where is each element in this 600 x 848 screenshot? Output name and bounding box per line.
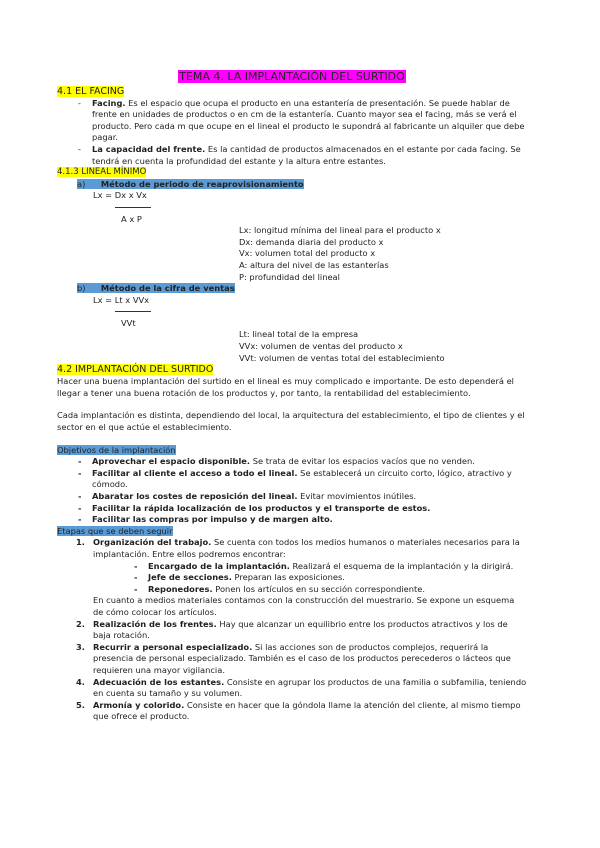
document-title: TEMA 4. LA IMPLANTACIÓN DEL SURTIDO bbox=[179, 70, 405, 83]
objetivo-item: - Facilitar al cliente el acceso a todo el lineal. Se establecerá un circuito corto, lógico, atractivo y cómodo. bbox=[92, 468, 527, 491]
etapa-item: 5. Armonía y colorido. Consiste en hacer que la góndola llame la atención del cliente, al mismo tiempo que ofrece el producto. bbox=[76, 699, 521, 722]
fraction-bar bbox=[115, 311, 151, 312]
etapa-sublist bbox=[93, 561, 527, 596]
etapa-subitem: - Encargado de la implantación. Realizará el esquema de la implantación y la dirigirá. bbox=[148, 561, 527, 573]
method-b-denominator: VVt bbox=[121, 317, 136, 328]
etapa-item: 1. Organización del trabajo. Se cuenta con todos los medios humanos o materiales necesarios para la implantación. Entre ellos podremos encontrar: - Encargado de la implantación. Realizará el esquema de la implantación y la dirigirá. - Jefe de secciones. Preparan las exposiciones. - Reponedores. Ponen los artículos en su sección correspondiente. En cuanto a medios materiales contamos con la construcción del muestrario. Se expone un esquema de cómo colocar los artículos. bbox=[93, 537, 527, 618]
facing-item: - Facing. Es el espacio que ocupa el producto en una estantería de presentación. Se puede hablar de frente en unidades de productos o en cm de la estantería. Cuanto mayor sea el facing, más se verá el producto. Pero cada m que ocupe en el lineal el producto le supondrá al fabricante un alquiler que debe pagar. bbox=[92, 98, 527, 144]
objetivo-item: - Abaratar los costes de reposición del lineal. Evitar movimientos inútiles. bbox=[92, 491, 527, 503]
section-lineal-heading: 4.1.3 LINEAL MÍNIMO bbox=[57, 167, 147, 178]
objetivo-item: - Aprovechar el espacio disponible. Se trata de evitar los espacios vacíos que no venden. bbox=[92, 456, 527, 468]
etapa-subitem: - Reponedores. Ponen los artículos en su sección correspondiente. bbox=[148, 584, 527, 596]
section-implantacion-heading: 4.2 IMPLANTACIÓN DEL SURTIDO bbox=[57, 364, 214, 376]
section-facing-heading: 4.1 EL FACING bbox=[57, 85, 125, 97]
etapa-item: 2. Realización de los frentes. Hay que alcanzar un equilibrio entre los productos atractivos y los de baja rotación. bbox=[76, 618, 508, 641]
method-b-fraction-line bbox=[57, 306, 527, 318]
definition-line: VVt: volumen de ventas total del establecimiento bbox=[239, 352, 445, 363]
etapa-item: 4. Adecuación de los estantes. Consiste en agrupar los productos de una familia o subfamilia, teniendo en cuenta su tamaño y su volumen. bbox=[76, 676, 527, 699]
definition-line: Dx: demanda diaria del producto x bbox=[239, 236, 384, 247]
definition-line: A: altura del nivel de las estanterías bbox=[239, 259, 389, 270]
etapa-subitem: - Jefe de secciones. Preparan las exposiciones. bbox=[148, 572, 527, 584]
objetivo-item: - Facilitar la rápida localización de los productos y el transporte de estos. bbox=[92, 503, 527, 515]
method-a-denominator: A x P bbox=[121, 213, 142, 224]
implantacion-paragraph: Cada implantación es distinta, dependiendo del local, la arquitectura del establecimiento, el tipo de clientes y el sector en el que actúe el establecimiento. bbox=[57, 410, 525, 433]
etapa-note: En cuanto a medios materiales contamos con la construcción del muestrario. Se expone un esquema de cómo colocar los artículos. bbox=[93, 595, 515, 617]
method-b-heading: b) Método de la cifra de ventas bbox=[77, 283, 235, 294]
document-title-block bbox=[57, 70, 527, 84]
fraction-bar bbox=[115, 207, 151, 208]
definition-line: Vx: volumen total del producto x bbox=[239, 248, 376, 259]
facing-list bbox=[57, 98, 527, 168]
method-a-numerator: Lx = Dx x Vx bbox=[93, 190, 147, 201]
etapas-list bbox=[57, 537, 527, 723]
method-b-numerator: Lx = Lt x VVx bbox=[93, 294, 150, 305]
method-a-definitions bbox=[57, 225, 527, 283]
definition-line: P: profundidad del lineal bbox=[239, 271, 340, 282]
document-page bbox=[57, 70, 527, 723]
etapas-heading: Etapas que se deben seguir bbox=[57, 525, 173, 536]
definition-line: Lx: longitud mínima del lineal para el producto x bbox=[239, 225, 441, 236]
method-a-fraction-line bbox=[57, 202, 527, 214]
facing-item: - La capacidad del frente. Es la cantidad de productos almacenados en el estante por cada facing. Se tendrá en cuenta la profundidad del estante y la altura entre estantes. bbox=[92, 144, 527, 167]
objetivos-heading: Objetivos de la implantación bbox=[57, 444, 176, 455]
objetivo-item: - Facilitar las compras por impulso y de margen alto. bbox=[92, 514, 527, 526]
etapa-item: 3. Recurrir a personal especializado. Si las acciones son de productos complejos, requerirá la presencia de personal especializado. También es el caso de los productos perecederos o lácteos que requieren una mayor vigilancia. bbox=[76, 641, 511, 675]
implantacion-paragraph: Hacer una buena implantación del surtido en el lineal es muy complicado e importante. De esto dependerá el llegar a tener una buena rotación de los productos y, por tanto, la rentabilidad del establecimiento. bbox=[57, 376, 514, 398]
objetivos-list bbox=[57, 456, 527, 526]
definition-line: Lt: lineal total de la empresa bbox=[239, 329, 359, 340]
method-b-definitions bbox=[57, 329, 527, 364]
method-a-heading: a) Método de periodo de reaprovisionamiento bbox=[77, 178, 304, 189]
definition-line: VVx: volumen de ventas del producto x bbox=[239, 341, 403, 352]
